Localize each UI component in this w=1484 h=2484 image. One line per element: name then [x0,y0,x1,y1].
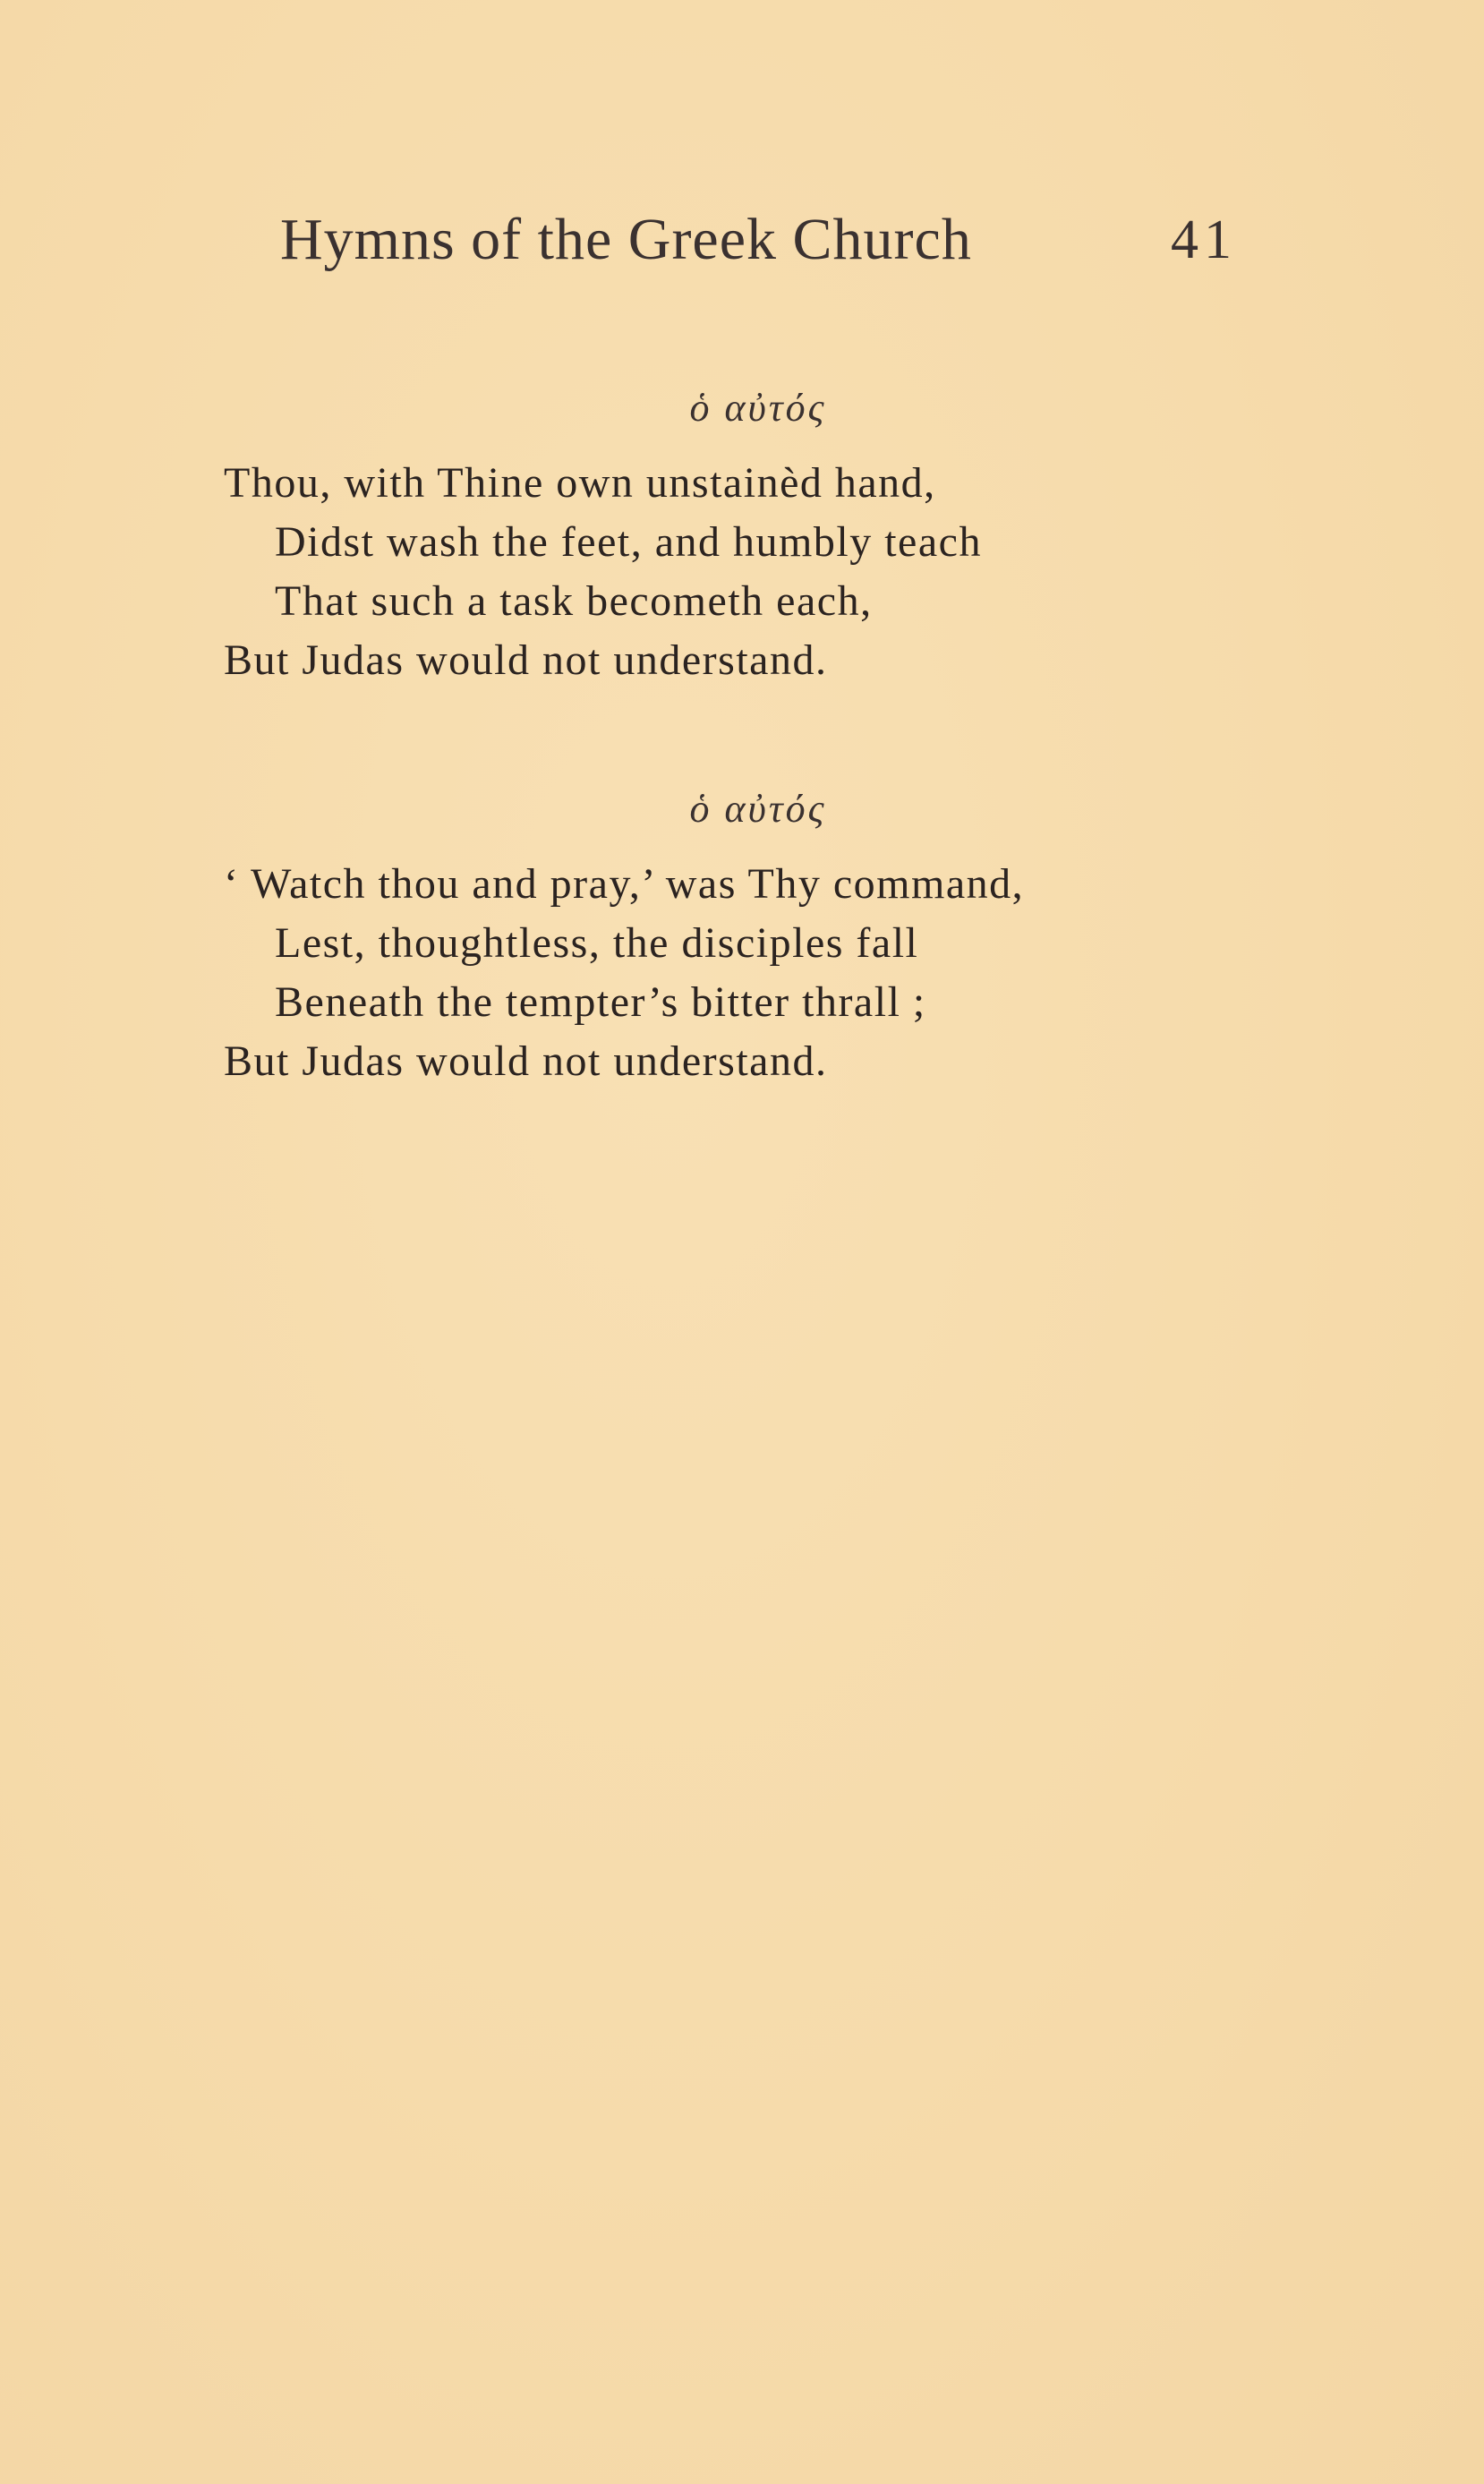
page-number: 41 [1171,209,1237,270]
stanza-heading: ὁ αὐτός [689,787,827,831]
running-title: Hymns of the Greek Church [280,207,972,272]
verse-line: Lest, thoughtless, the disciples fall [275,919,919,967]
verse-line: Beneath the tempter’s bitter thrall ; [275,978,926,1026]
verse-line: Thou, with Thine own unstainèd hand, [224,459,936,507]
verse-line: That such a task becometh each, [275,577,873,625]
verse-line: Didst wash the feet, and humbly teach [275,518,982,566]
verse-line: ‘ Watch thou and pray,’ was Thy command, [224,860,1025,908]
running-head [0,204,1484,276]
verse-line: But Judas would not understand. [224,636,828,684]
stanza-heading: ὁ αὐτός [689,386,827,430]
verse-line: But Judas would not understand. [224,1037,828,1085]
